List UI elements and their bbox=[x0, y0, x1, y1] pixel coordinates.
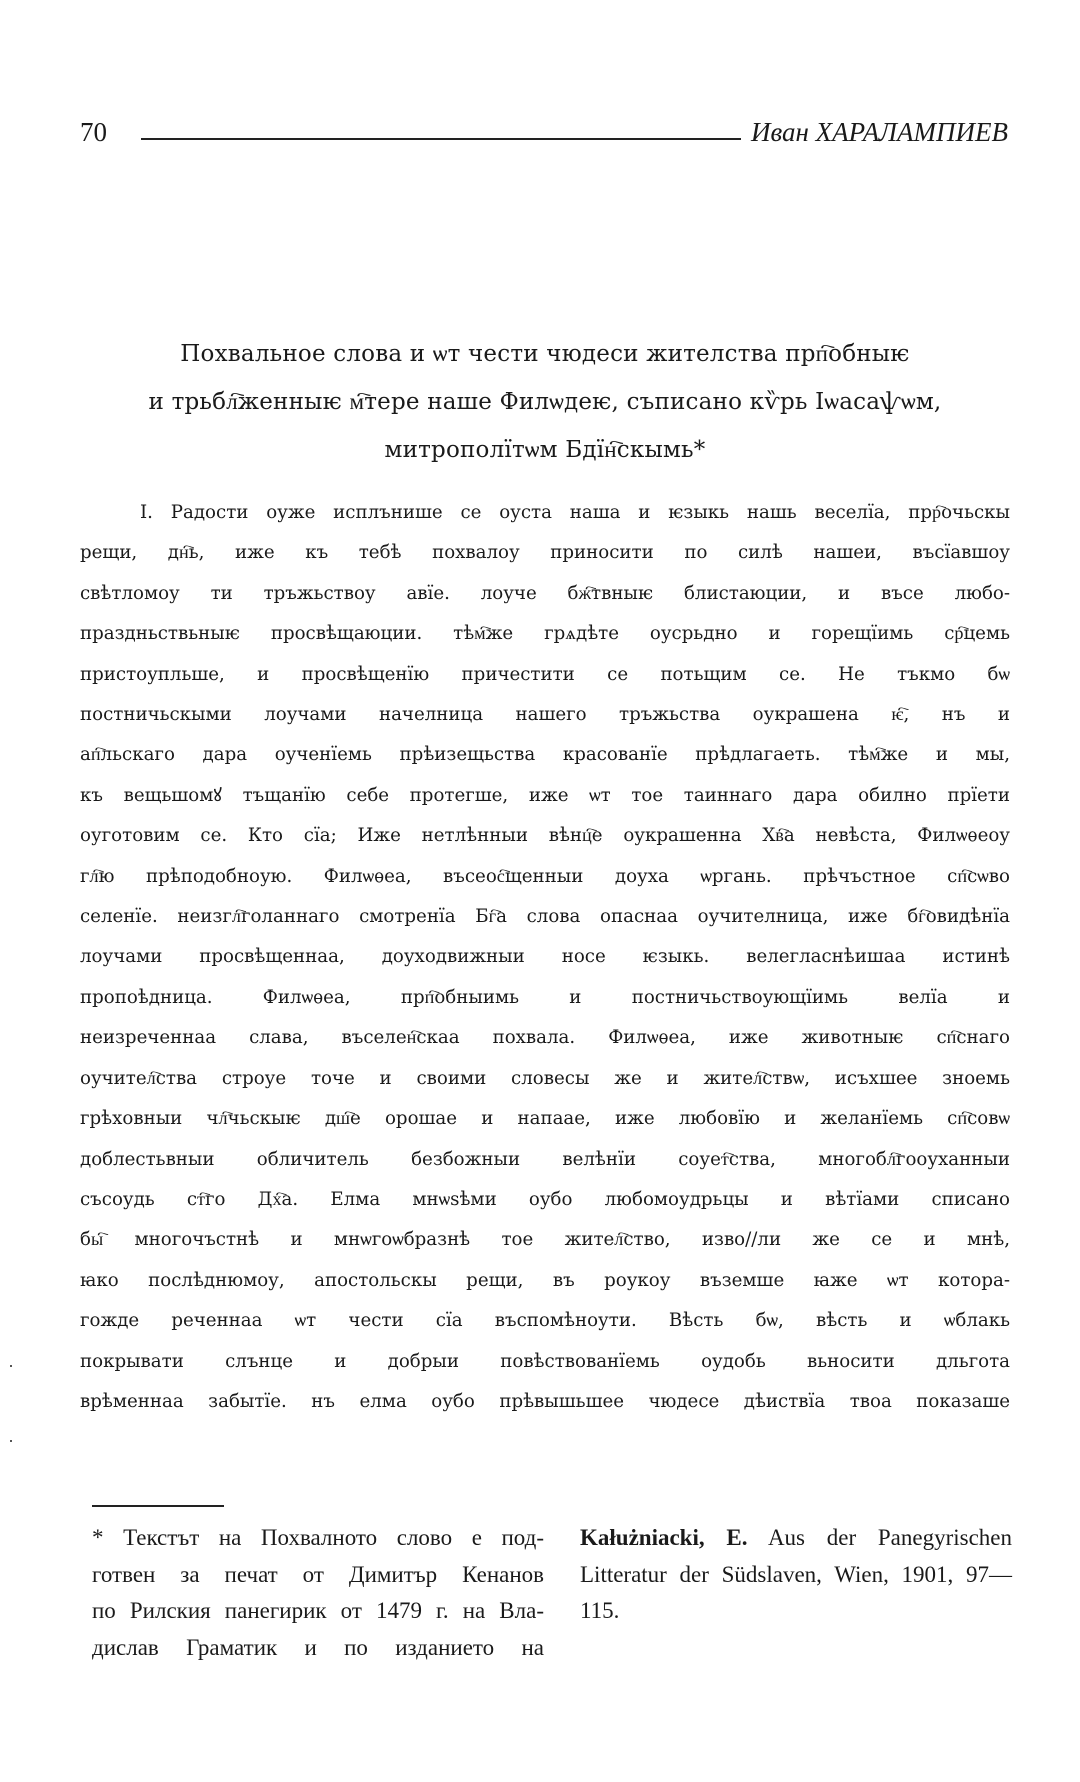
text-line: свѣтломоу ти тръжьствоу авїе. лоуче бж҇твныѥ блистаюции, и въсе любо- bbox=[80, 582, 1010, 604]
footnote-line: * Текстът на Похвалното слово е под- bbox=[92, 1525, 544, 1550]
text-line: праздньствьныѥ просвѣщаюции. тѣм҇же грѧдѣте оусрьдно и горещїимь ср҇цемь bbox=[80, 623, 1010, 645]
text-line: I. Радости оуже исплънише се оуста наша и ѥзыкь нашь веселїа, прр҇очьскы bbox=[140, 502, 1010, 523]
footnote-rule bbox=[92, 1505, 224, 1507]
text-line: пропоѣдница. Филѡѳеа, прп҇обныимь и постничьствоующїимь велїа и bbox=[80, 986, 1010, 1008]
text-line: доблестьвныи обличитель безбожныи велѣнїи соует҇ства, многобл҇гооуханныи bbox=[80, 1148, 1010, 1170]
footnote-line: по Рилския панегирик от 1479 г. на Вла- bbox=[92, 1598, 544, 1623]
footnote-line: Litteratur der Südslaven, Wien, 1901, 97— bbox=[580, 1561, 1012, 1587]
text-line: съсоудь ст҇го Дх҇а. Елма мнѡѕѣми оубо любомоудрьцы и вѣтїами списано bbox=[80, 1188, 1010, 1210]
page-number: 70 bbox=[80, 117, 107, 147]
scan-speck bbox=[10, 1365, 12, 1367]
text-title bbox=[80, 330, 1010, 474]
running-author: Иван ХАРАЛАМПИЕВ bbox=[751, 117, 1008, 147]
footnote-line bbox=[580, 1520, 1012, 1557]
title-line: митрополїтѡм Бдїн҇скымь* bbox=[384, 437, 706, 463]
footnote-line: дислав Граматик и по изданието на bbox=[92, 1634, 544, 1660]
text-line: оучител҇ства строуе точе и своими словесы же и жител҇ствѡ, исъхшее зноемь bbox=[80, 1067, 1010, 1089]
text-line: къ вещьшомꙋ тъщанїю себе протегше, иже ѡт тое таиннаго дара обилно прїети bbox=[80, 784, 1010, 806]
text-line: постничьскыми лоучами начелница нашего тръжьства оукрашена ѥ҇, нъ и bbox=[80, 704, 1010, 726]
text-line: рещи, дн҇ь, иже къ тебѣ похвалоу приносити по силѣ нашеи, въсїавшоу bbox=[80, 542, 1010, 564]
header-rule bbox=[141, 138, 741, 140]
footnote-cited-title: Aus der Panegyrischen bbox=[767, 1525, 1012, 1550]
text-line: ап҇льскаго дара оученїемь прѣизещьства красованїе прѣдлагаеть. тѣм҇же и мы, bbox=[80, 744, 1010, 766]
scan-speck bbox=[10, 1440, 12, 1442]
text-line: неизреченнаа слава, въселен҇скаа похвала. Филѡѳеа, иже животныѥ сп҇снаго bbox=[80, 1027, 1010, 1049]
text-line: селенїе. неизгл҇голаннаго смотренїа Бг҇а слова опаснаа оучителница, иже бг҇овидѣнїа bbox=[80, 906, 1010, 928]
title-line: Похвальное слова и ѡт чести чюдеси жителства прп҇обныѥ bbox=[180, 341, 910, 367]
text-line: грѣховныи чл҇чьскыѥ дш҇е орошае и напаае, иже любовїю и желанїемь сп҇совѡ bbox=[80, 1108, 1010, 1130]
text-line: лоучами просвѣщеннаа, доуходвижныи носе ѥзыкь. велегласнѣишаа истинѣ bbox=[80, 946, 1010, 968]
title-line: и трьбл҇женныѥ м҇тере наше Филѡдеѥ, съписано кѷрь Ιѡасаѱѡм, bbox=[148, 389, 942, 415]
text-line: гл҇ю прѣподобноую. Филѡѳеа, въсеос҇щенныи доуха ѡргань. прѣчъстное сп҇сѡво bbox=[80, 865, 1010, 887]
text-line: гожде реченнаа ѡт чести сїа въспомѣноути. Вѣсть бѡ, вѣсть и ѡблакь bbox=[80, 1310, 1010, 1332]
running-header bbox=[80, 112, 1008, 148]
text-line: бы҇ многочъстнѣ и мнѡгоѡбразнѣ тое жител҇ство, изво//ли же се и мнѣ, bbox=[80, 1229, 1010, 1251]
text-line: оуготовим се. Кто сїа; Иже нетлѣнныи вѣнц҇е оукрашенна Хв҇а невѣста, Филѡѳеоу bbox=[80, 825, 1010, 847]
main-text bbox=[80, 493, 1010, 1422]
text-line: пристоупльше, и просвѣщенїю причестити се потьщим се. Не тъкмо бѡ bbox=[80, 663, 1010, 685]
text-line: врѣменнаа забытїе. нъ елма оубо прѣвышьшее чюдесе дѣиствїа твоа показаше bbox=[80, 1390, 1010, 1412]
footnote-right-column bbox=[580, 1520, 1012, 1630]
footnote-cited-author: Kałużniacki, E. bbox=[580, 1525, 748, 1550]
footnote-line: 115. bbox=[580, 1598, 620, 1623]
footnote-left-column bbox=[92, 1520, 544, 1666]
footnote-line: готвен за печат от Димитър Кенанов bbox=[92, 1561, 544, 1587]
text-line: ꙗко послѣднюмоу, апостольскы рещи, въ роукоу въземше ꙗже ѡт котора- bbox=[80, 1269, 1010, 1291]
text-line: покрывати слънце и добрыи повѣствованїемь оудобь вьносити дльгота bbox=[80, 1350, 1010, 1372]
